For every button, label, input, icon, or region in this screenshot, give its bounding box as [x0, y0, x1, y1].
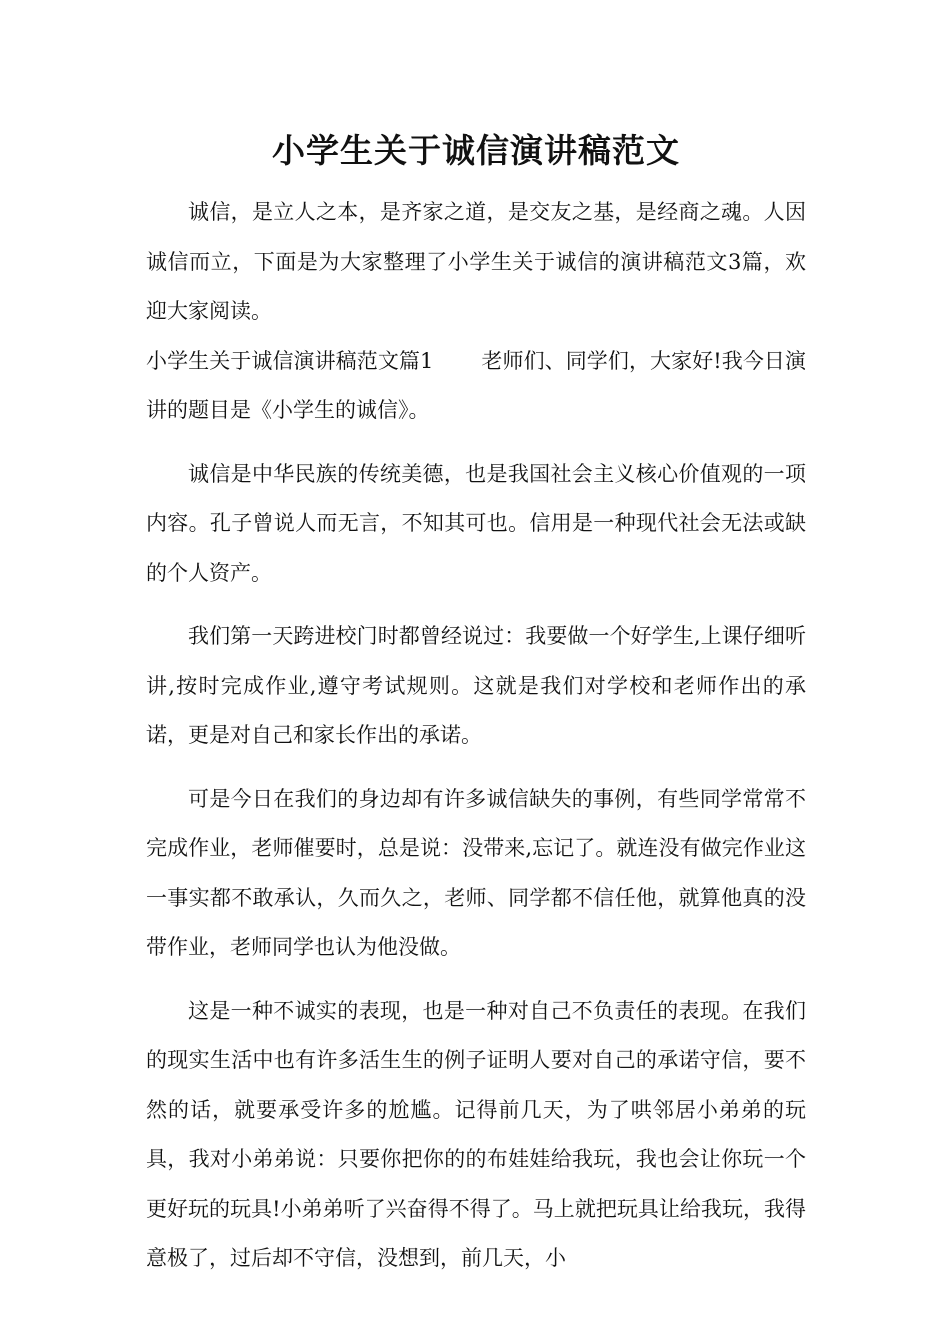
- section-opening-text: 老师们、同学们，大家好!我今日演讲的题目是《小学生的诚信》。: [146, 348, 806, 422]
- section-heading: 小学生关于诚信演讲稿范文篇1: [146, 348, 434, 373]
- document-title: 小学生关于诚信演讲稿范文: [272, 131, 680, 170]
- paragraph-gap: [146, 973, 806, 987]
- intro-paragraph: 诚信，是立人之本，是齐家之道，是交友之基，是经商之魂。人因诚信而立，下面是为大家整理了小学生关于诚信的演讲稿范文3篇，欢迎大家阅读。: [146, 200, 806, 323]
- paragraph-gap: [146, 761, 806, 775]
- body-paragraph-2: 我们第一天跨进校门时都曾经说过：我要做一个好学生,上课仔细听讲,按时完成作业,遵守考试规则。这就是我们对学校和老师作出的承诺，更是对自己和家长作出的承诺。: [146, 624, 806, 747]
- paragraph-gap: [146, 436, 806, 450]
- body-paragraph-4: 这是一种不诚实的表现，也是一种对自己不负责任的表现。在我们的现实生活中也有许多活生生的例子证明人要对自己的承诺守信，要不然的话，就要承受许多的尬尴。记得前几天，为了哄邻居小弟弟的玩具，我对小弟弟说：只要你把你的的布娃娃给我玩，我也会让你玩一个更好玩的玩具!小弟弟听了兴奋得不得了。马上就把玩具让给我玩，我得意极了，过后却不守信，没想到，前几天，小: [146, 998, 806, 1270]
- document-page: [146, 120, 806, 1284]
- body-paragraph-1: 诚信是中华民族的传统美德，也是我国社会主义核心价值观的一项内容。孔子曾说人而无言，不知其可也。信用是一种现代社会无法或缺的个人资产。: [146, 461, 806, 585]
- paragraph-gap: [146, 598, 806, 612]
- section-first-line: [146, 337, 806, 436]
- body-paragraph-3: 可是今日在我们的身边却有许多诚信缺失的事例，有些同学常常不完成作业，老师催要时，总是说：没带来,忘记了。就连没有做完作业这一事实都不敢承认，久而久之，老师、同学都不信任他，就算他真的没带作业，老师同学也认为他没做。: [146, 786, 806, 959]
